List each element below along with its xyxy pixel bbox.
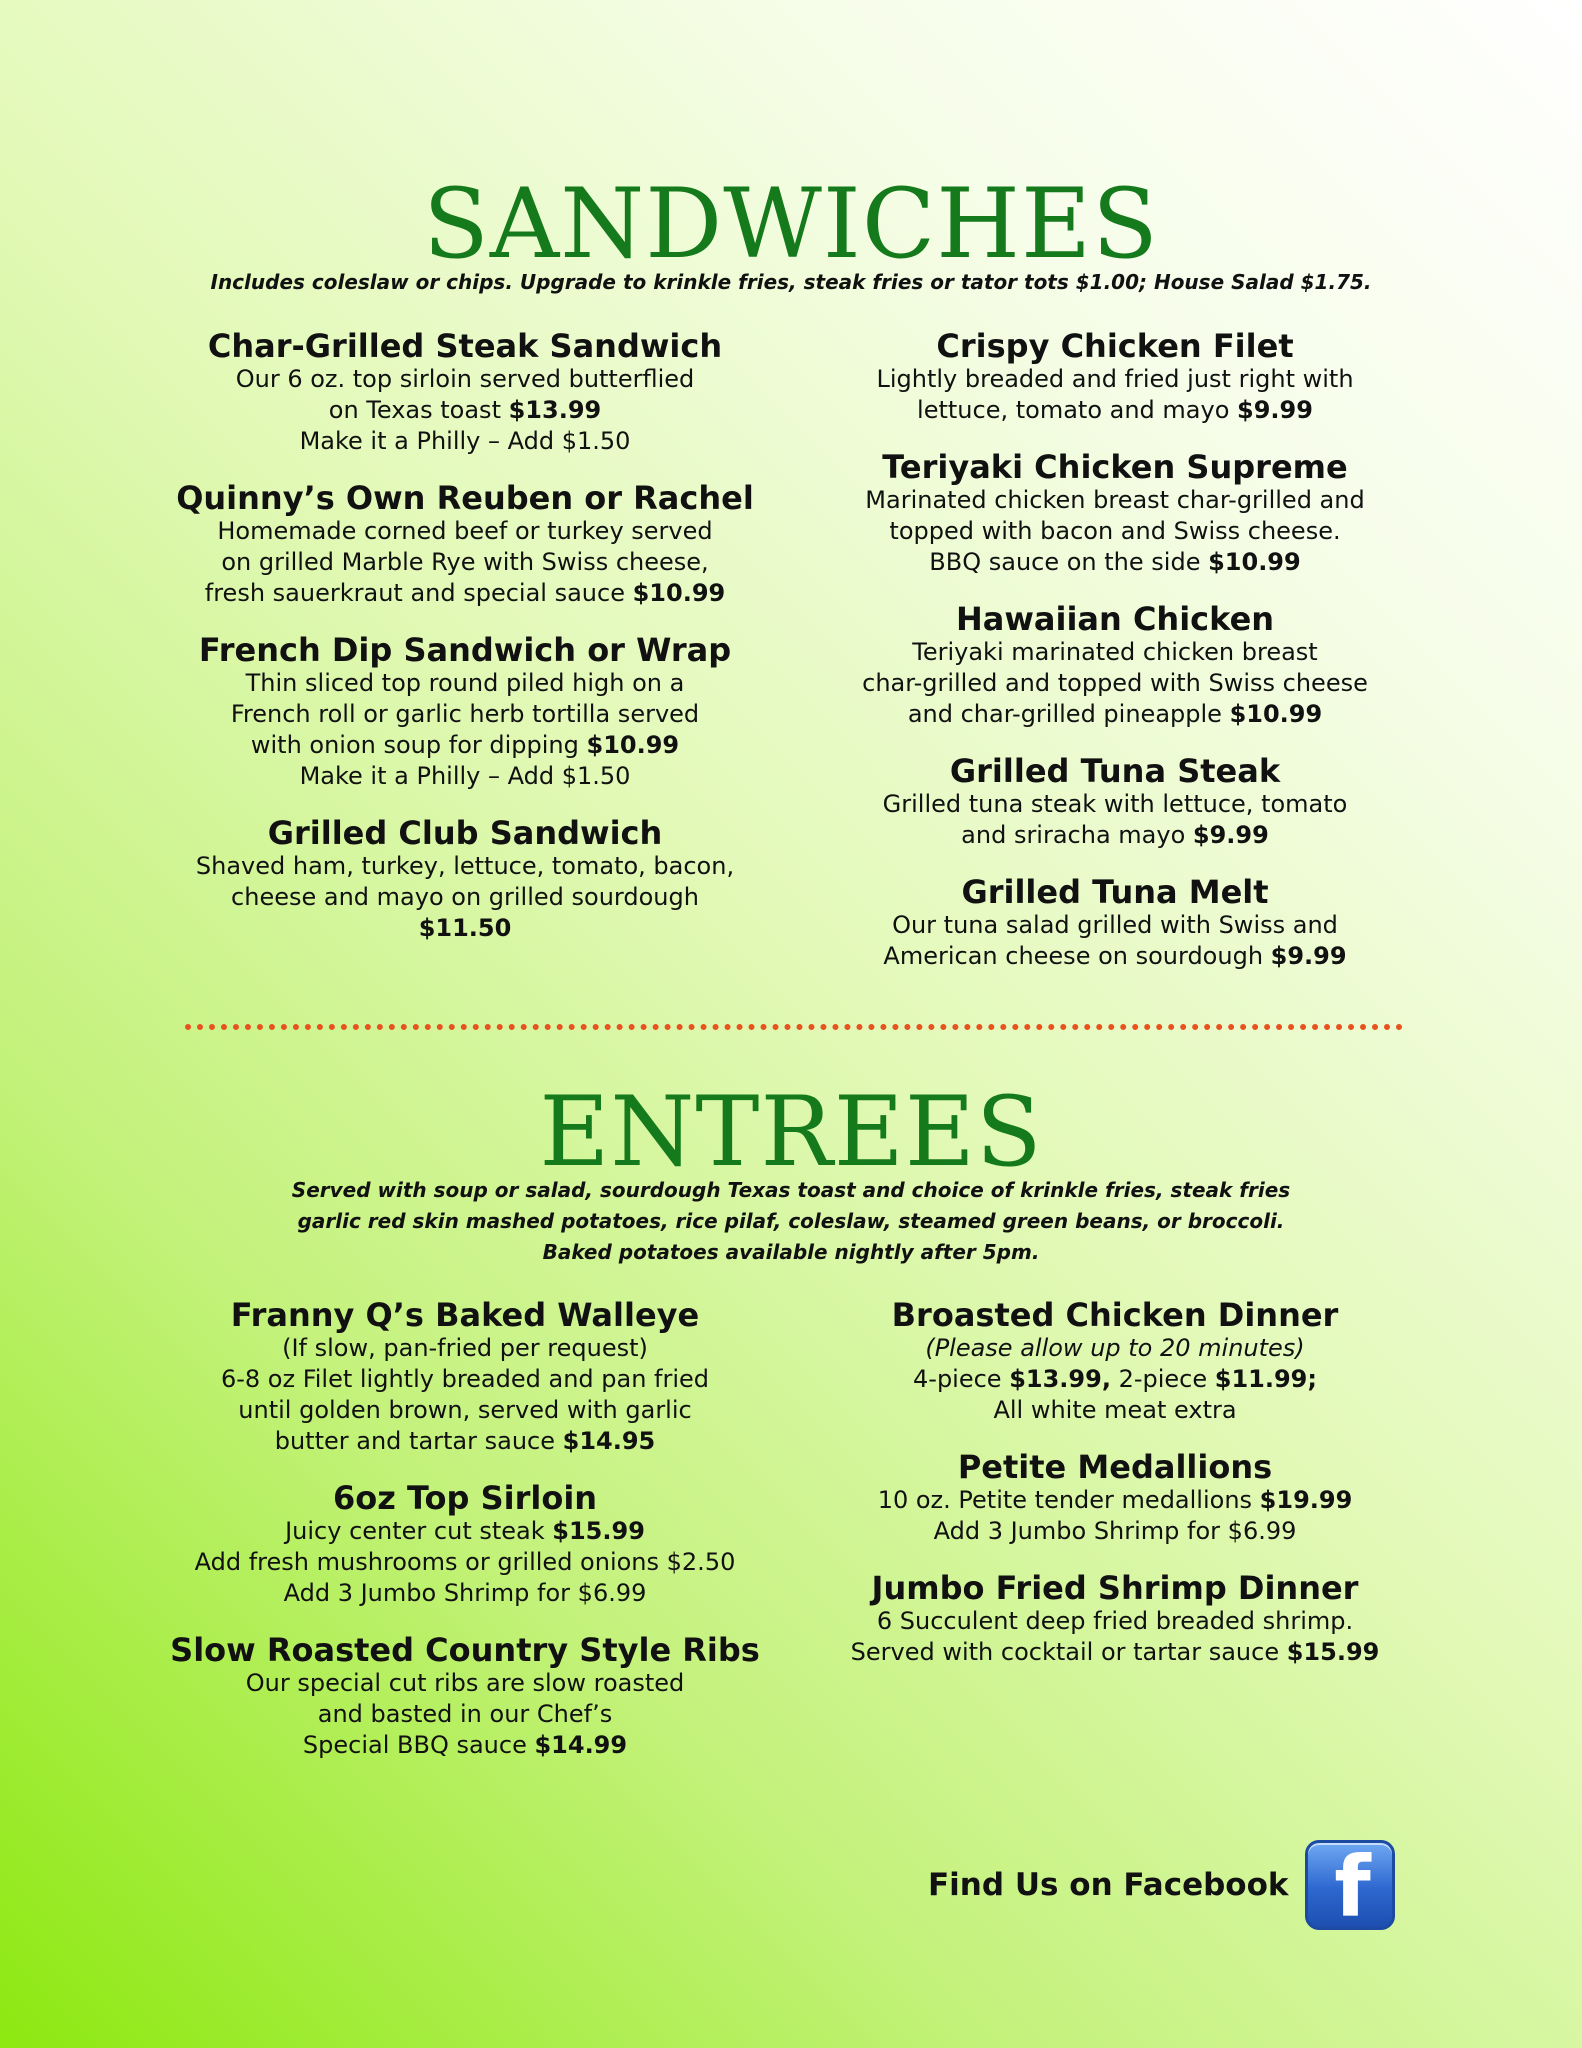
menu-item-description (795, 485, 1435, 516)
menu-item-description (145, 395, 785, 426)
description-text: Marinated chicken breast char-grilled and (865, 486, 1365, 514)
item-spacer (795, 426, 1435, 449)
price: $10.99 (1208, 548, 1301, 576)
menu-item (145, 815, 785, 944)
description-text: Add fresh mushrooms or grilled onions $2.50 (194, 1548, 736, 1576)
menu-item (795, 449, 1435, 578)
menu-item-description (145, 699, 785, 730)
description-text: Lightly breaded and fried just right with (876, 365, 1354, 393)
menu-item-name: Slow Roasted Country Style Ribs (170, 1631, 760, 1669)
menu-item-description (795, 668, 1435, 699)
menu-item-name: Franny Q’s Baked Walleye (230, 1296, 700, 1334)
entrees-note-line: Baked potatoes available nightly after 5pm. (542, 1240, 1040, 1264)
facebook-icon[interactable] (1305, 1840, 1395, 1930)
description-text: butter and tartar sauce (274, 1427, 563, 1455)
entrees-right-column (795, 1297, 1435, 1668)
menu-item (145, 1480, 785, 1609)
menu-item-description (795, 1485, 1435, 1516)
menu-item-description (145, 1699, 785, 1730)
menu-item-description (145, 364, 785, 395)
price: $15.99 (1286, 1638, 1380, 1666)
menu-item (795, 1449, 1435, 1547)
description-text: Served with cocktail or tartar sauce (850, 1638, 1287, 1666)
menu-item (795, 601, 1435, 730)
description-text: lettuce, tomato and mayo (917, 396, 1238, 424)
description-text: Add 3 Jumbo Shrimp for $6.99 (283, 1579, 647, 1607)
price: $9.99 (1192, 821, 1269, 849)
item-spacer (145, 1609, 785, 1632)
description-text: (Please allow up to 20 minutes) (925, 1334, 1305, 1362)
description-text: Homemade corned beef or turkey served (217, 517, 713, 545)
description-text: and char-grilled pineapple (907, 700, 1230, 728)
menu-item-name: Grilled Tuna Melt (961, 873, 1269, 911)
description-text: 4-piece (913, 1365, 1010, 1393)
menu-item-description (145, 761, 785, 792)
menu-item-description (795, 516, 1435, 547)
price: $19.99 (1259, 1486, 1353, 1514)
menu-item-description (145, 1730, 785, 1761)
menu-item (145, 632, 785, 792)
price: $13.99, (1009, 1365, 1111, 1393)
menu-item-description (795, 1516, 1435, 1547)
description-text: with onion soup for dipping (250, 731, 587, 759)
description-text: 6-8 oz Filet lightly breaded and pan fried (220, 1365, 710, 1393)
menu-item-name: Char-Grilled Steak Sandwich (207, 327, 723, 365)
sandwiches-note: Includes coleslaw or chips. Upgrade to krinkle fries, steak fries or tator tots $1.00; House Salad $1.75. (210, 270, 1372, 294)
menu-item (795, 328, 1435, 426)
menu-item (145, 1297, 785, 1457)
menu-item-name: Crispy Chicken Filet (936, 327, 1294, 365)
menu-item (145, 1632, 785, 1761)
description-text: Our special cut ribs are slow roasted (245, 1669, 685, 1697)
description-text: (If slow, pan-fried per request) (282, 1334, 648, 1362)
menu-item-description (145, 851, 785, 882)
menu-item-name: 6oz Top Sirloin (332, 1479, 598, 1517)
menu-item-description (795, 820, 1435, 851)
menu-item-description (145, 1547, 785, 1578)
entrees-left-column (145, 1297, 785, 1761)
description-text: 2-piece (1110, 1365, 1215, 1393)
menu-item-description (145, 1426, 785, 1457)
price: $10.99 (1229, 700, 1323, 728)
description-text: char-grilled and topped with Swiss cheese (862, 669, 1368, 697)
description-text: fresh sauerkraut and special sauce (204, 579, 633, 607)
menu-item-name: Grilled Club Sandwich (267, 814, 663, 852)
menu-item-description (795, 395, 1435, 426)
price: $14.95 (562, 1427, 656, 1455)
menu-item-description (795, 1606, 1435, 1637)
menu-item-description (145, 1364, 785, 1395)
price: $14.99 (534, 1731, 628, 1759)
menu-item-name: Teriyaki Chicken Supreme (882, 448, 1348, 486)
menu-item-description (795, 789, 1435, 820)
menu-item-description (145, 882, 785, 913)
description-text: topped with bacon and Swiss cheese. (889, 517, 1341, 545)
description-text: cheese and mayo on grilled sourdough (231, 883, 699, 911)
menu-item-description (145, 426, 785, 457)
menu-item-description (145, 1516, 785, 1547)
entrees-heading: ENTREES (539, 1076, 1043, 1188)
menu-item-name: Jumbo Fried Shrimp Dinner (871, 1569, 1359, 1607)
menu-item (795, 874, 1435, 972)
description-text: Shaved ham, turkey, lettuce, tomato, bacon, (195, 852, 735, 880)
menu-item (795, 1570, 1435, 1668)
sandwiches-heading: SANDWICHES (423, 168, 1159, 280)
sandwiches-left-column (145, 328, 785, 944)
menu-item-name: Grilled Tuna Steak (949, 752, 1281, 790)
item-spacer (795, 578, 1435, 601)
menu-item (795, 1297, 1435, 1426)
menu-item (145, 328, 785, 457)
item-spacer (145, 1457, 785, 1480)
facebook-link[interactable] (928, 1840, 1395, 1930)
menu-item-description (795, 1637, 1435, 1668)
menu-item-description (795, 1364, 1435, 1395)
description-text: 6 Succulent deep fried breaded shrimp. (876, 1607, 1354, 1635)
menu-item-description (795, 1333, 1435, 1364)
menu-item (795, 753, 1435, 851)
description-text: 10 oz. Petite tender medallions (877, 1486, 1260, 1514)
price: $9.99 (1270, 942, 1347, 970)
entrees-note-line: Served with soup or salad, sourdough Texas toast and choice of krinkle fries, steak fries (291, 1178, 1291, 1202)
item-spacer (795, 1547, 1435, 1570)
description-text: BBQ sauce on the side (929, 548, 1209, 576)
price: $10.99 (632, 579, 726, 607)
item-spacer (795, 730, 1435, 753)
price: $13.99 (508, 396, 602, 424)
description-text: Make it a Philly – Add $1.50 (299, 762, 631, 790)
menu-item-description (795, 910, 1435, 941)
section-divider (185, 1024, 1403, 1030)
description-text: Our 6 oz. top sirloin served butterflied (235, 365, 695, 393)
item-spacer (145, 609, 785, 632)
description-text: Thin sliced top round piled high on a (245, 669, 685, 697)
description-text: Grilled tuna steak with lettuce, tomato (882, 790, 1348, 818)
description-text: Special BBQ sauce (302, 1731, 535, 1759)
description-text: French roll or garlic herb tortilla served (230, 700, 700, 728)
description-text: and basted in our Chef’s (317, 1700, 613, 1728)
menu-item-description (145, 730, 785, 761)
menu-item-description (145, 516, 785, 547)
menu-item-description (795, 364, 1435, 395)
entrees-note (0, 1175, 1582, 1268)
menu-item-description (795, 699, 1435, 730)
entrees-note-line: garlic red skin mashed potatoes, rice pilaf, coleslaw, steamed green beans, or broccoli. (297, 1209, 1285, 1233)
menu-item-name: Petite Medallions (957, 1448, 1273, 1486)
price: $11.50 (418, 914, 512, 942)
sandwiches-right-column (795, 328, 1435, 972)
menu-item-description (145, 547, 785, 578)
menu-item-description (145, 578, 785, 609)
menu-item-name: French Dip Sandwich or Wrap (198, 631, 732, 669)
menu-item-description (145, 1668, 785, 1699)
menu-item-description (795, 637, 1435, 668)
description-text: Juicy center cut steak (285, 1517, 553, 1545)
price: $10.99 (586, 731, 680, 759)
facebook-label: Find Us on Facebook (928, 1867, 1289, 1903)
item-spacer (795, 1426, 1435, 1449)
description-text: Teriyaki marinated chicken breast (912, 638, 1318, 666)
description-text: on Texas toast (328, 396, 509, 424)
description-text: Our tuna salad grilled with Swiss and (892, 911, 1338, 939)
menu-item-description (795, 941, 1435, 972)
facebook-glyph: f (1334, 1840, 1371, 1930)
menu-item-description (795, 1395, 1435, 1426)
menu-item-description (145, 913, 785, 944)
menu-item (145, 480, 785, 609)
item-spacer (795, 851, 1435, 874)
description-text: and sriracha mayo (961, 821, 1193, 849)
menu-item-name: Hawaiian Chicken (955, 600, 1275, 638)
price: $9.99 (1237, 396, 1313, 424)
menu-item-description (145, 1578, 785, 1609)
menu-item-description (145, 1333, 785, 1364)
item-spacer (145, 457, 785, 480)
menu-item-name: Quinny’s Own Reuben or Rachel (176, 479, 754, 517)
menu-item-description (145, 1395, 785, 1426)
menu-item-description (795, 547, 1435, 578)
description-text: on grilled Marble Rye with Swiss cheese, (221, 548, 709, 576)
description-text: Make it a Philly – Add $1.50 (299, 427, 631, 455)
description-text: All white meat extra (993, 1396, 1237, 1424)
description-text: Add 3 Jumbo Shrimp for $6.99 (933, 1517, 1297, 1545)
price: $15.99 (552, 1517, 645, 1545)
item-spacer (145, 792, 785, 815)
description-text: until golden brown, served with garlic (238, 1396, 692, 1424)
price: $11.99; (1214, 1365, 1317, 1393)
menu-item-description (145, 668, 785, 699)
menu-item-name: Broasted Chicken Dinner (891, 1296, 1339, 1334)
description-text: American cheese on sourdough (883, 942, 1271, 970)
